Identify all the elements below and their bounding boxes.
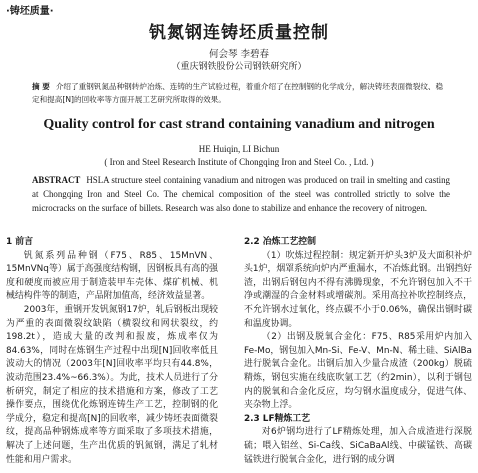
authors-english: HE Huiqin, LI Bichun	[198, 144, 280, 154]
affiliation-chinese: （重庆钢铁股份公司钢铁研究所）	[171, 62, 307, 72]
abstract-english-text: HSLA structure steel containing vanadium and nitrogen was produced on trail in smelting and casting at Chongqing Iron and Steel Co. The chemical composition of the steel was controlled strictly to solve the microcracks on the surface of billets. Research was also done to stabilize and enhance the recovery of nitrogen.	[32, 175, 450, 213]
authors-chinese: 何会琴 李碧春	[208, 49, 270, 60]
affiliation-english: ( Iron and Steel Research Institute of Chongqing Iron and Steel Co. , Ltd. )	[104, 157, 374, 167]
smelting-paragraph-2: （2）出钢及脱氧合金化：F75、R85采用炉内加入Fe-Mo，钢包加入Mn-Si、Fe-V、Mn-N、稀土硅、SiAlBa进行脱氧合金化。出钢后加入少量合成渣（200kg）脱硫精炼，钢包实施在线底吹氩工艺（约2min），以利于钢包内的脱氧和合金化反应，均匀钢水温度成分，促进气体、夹杂物上浮。	[244, 332, 472, 411]
section-heading-smelting: 2.2 冶炼工艺控制	[244, 237, 317, 247]
abstract-chinese-text: 介绍了重钢钒氮品种钢转炉冶炼、连铸的生产试验过程，着重介绍了在控制钢的化学成分，解决铸坯表面微裂纹、稳定和提高[N]的回收率等方面开展工艺研究所取得的效果。	[32, 82, 444, 104]
left-column	[6, 236, 218, 467]
abstract-english-label: ABSTRACT	[32, 175, 81, 185]
title-chinese: 钒氮钢连铸坯质量控制	[149, 23, 329, 43]
abstract-chinese	[32, 80, 450, 106]
right-column	[244, 236, 472, 467]
section-heading-intro: 1 前言	[6, 237, 34, 247]
section-heading-lf-refining: 2.3 LF精炼工艺	[244, 413, 311, 424]
title-english: Quality control for cast strand containing vanadium and nitrogen	[43, 117, 435, 132]
lf-refining-paragraph: 对6炉钢均进行了LF精炼处理，加入合成渣进行深脱硫；喂入铝丝、Si-Ca线、SiCaBaAl线、中碳锰铁、高碳锰铁进行脱氧合金化，进行钢的成分调	[244, 427, 472, 465]
abstract-english	[32, 173, 450, 215]
section-tag: ·铸坯质量·	[6, 6, 54, 17]
intro-paragraph-1: 钒氮系列品种钢（F75、R85、15MnVN、15MnVNq等）属于高强度结构钢，因钢板具有高的强度和硬度而被应用于制造装甲车壳体、煤矿机械、机械结构件等的制造，产品附加值高，经济效益显著。	[6, 250, 218, 302]
intro-paragraph-2: 2003年，重钢开发钒氮钢17炉，轧后钢板出现较为严重的表面微裂纹缺陷（横裂纹和网状裂纹，约198.2t），造成大量的改判和报废，炼成率仅为84.63%，同时在炼钢生产过程中出现[N]回收率低且波动大的情况（2003年[N]回收率平均只有44.8%，波动范围23.4%~66.3%）。为此，技术人员进行了分析研究，制定了相应的技术措施和方案，修改了工艺操作要点，围绕优化炼钢连铸生产工艺，控制钢的化学成分，稳定和提高[N]的回收率，减少铸坯表面微裂纹，提高品种钢炼成率等方面采取了多项技术措施，解决了上述问题，生产出优质的钒氮钢，满足了轧材性能和用户需求。	[6, 304, 218, 465]
smelting-paragraph-1: （1）吹炼过程控制：规定新开炉头3炉及大面积补炉头1炉，烟罩系统向炉内严重漏水，不冶炼此钢。出钢挡好渣，出钢后钢包内不得有沸腾现象，不允许钢包加入不干净或潮湿的合金材料或增碳剂。采用高拉补吹控制终点，不允许钢水过氧化，终点碳不小于0.06%，确保出钢时碳和温度协调。	[244, 250, 472, 329]
abstract-chinese-label: 摘 要	[32, 82, 50, 91]
